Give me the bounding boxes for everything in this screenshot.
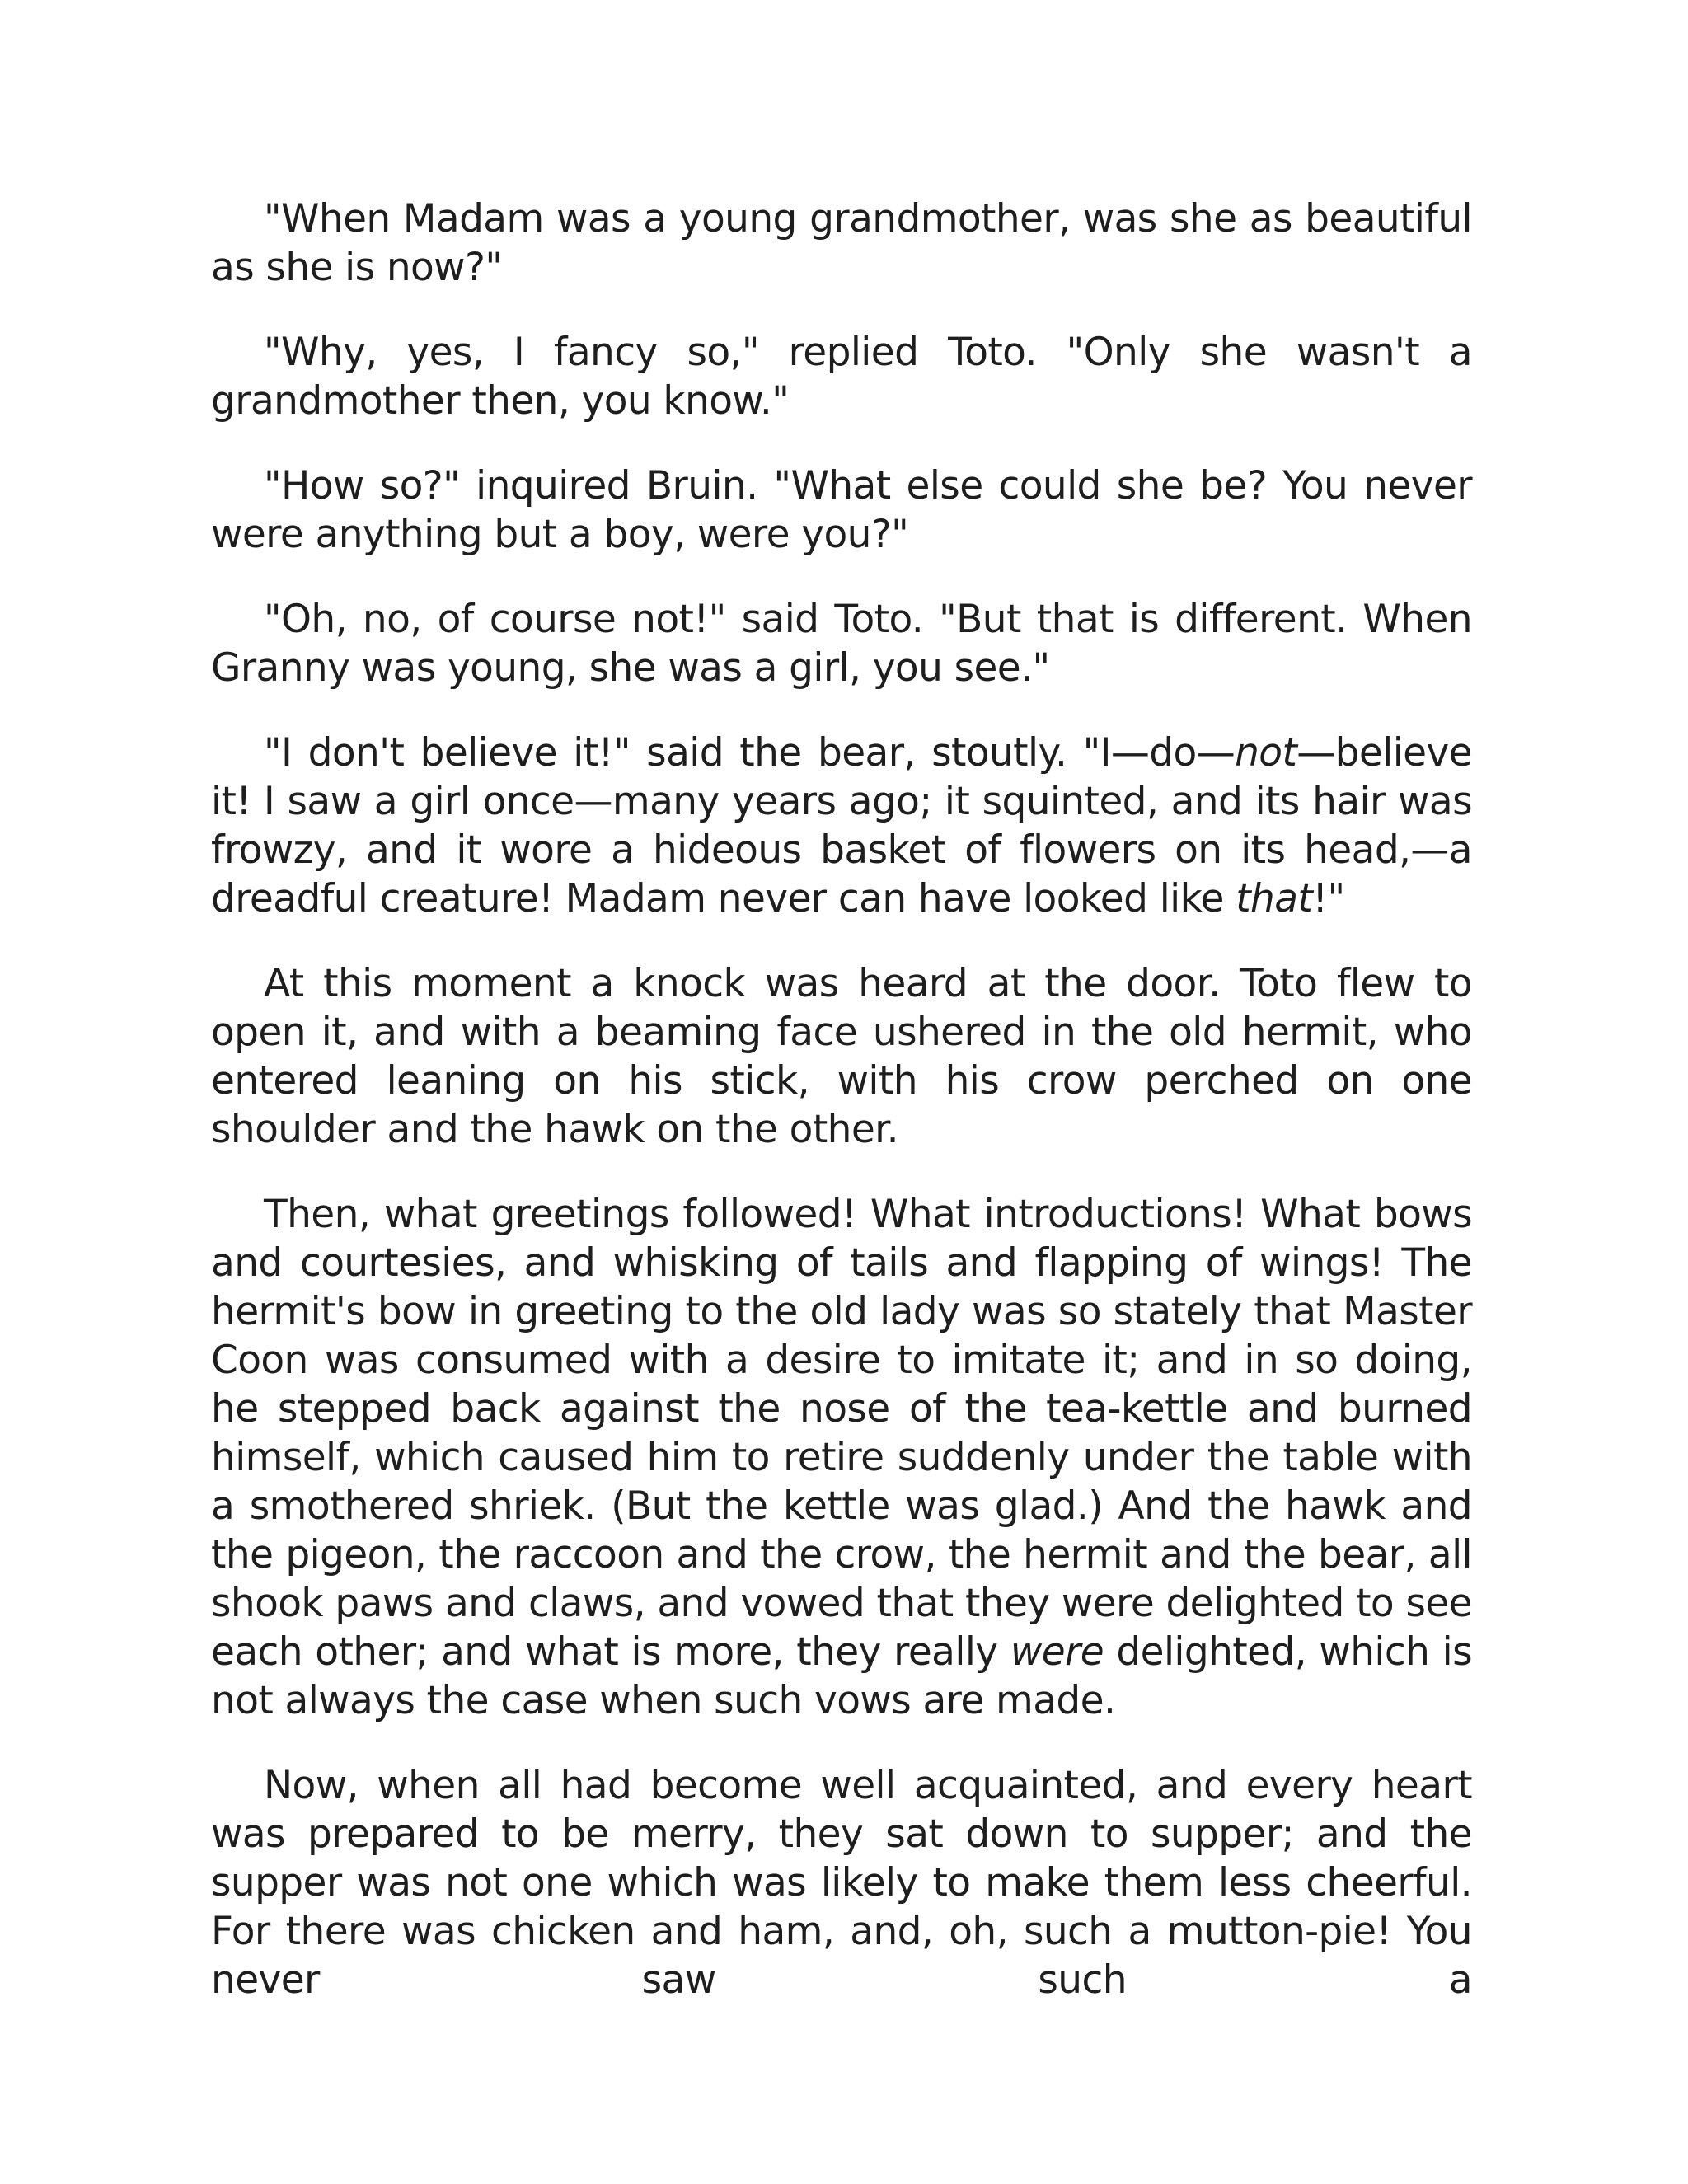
paragraph-7	[211, 1190, 1472, 1725]
text-run: —believe it! I saw a girl once—many years ago; it squinted, and its hair was frowzy, and it wore a hideous basket of flowers on its head,—a dreadful creature! Madam never can have looked like	[211, 730, 1472, 921]
book-page	[211, 194, 1472, 2004]
text-run: Now, when all had become well acquainted, and every heart was prepared to be merry, they sat down to supper; and the supper was not one which was likely to make them less cheerful. For there was chicken and ham, and, oh, such a mutton-pie! You never saw such a	[211, 1763, 1472, 2003]
text-run: !"	[1312, 876, 1345, 921]
text-run: At this moment a knock was heard at the door. Toto flew to open it, and with a beaming face ushered in the old hermit, who entered leaning on his stick, with his crow perched on one shoulder and the hawk on the other.	[211, 961, 1472, 1152]
paragraph-5	[211, 729, 1472, 923]
text-run: "I don't believe it!" said the bear, stoutly. "I—do—	[264, 730, 1236, 776]
paragraph-2	[211, 328, 1472, 425]
paragraph-1	[211, 194, 1472, 292]
paragraph-4	[211, 595, 1472, 692]
italic-text: were	[1010, 1629, 1104, 1675]
text-run: "How so?" inquired Bruin. "What else could she be? You never were anything but a boy, were you?"	[211, 463, 1472, 557]
text-run: "Why, yes, I fancy so," replied Toto. "Only she wasn't a grandmother then, you know."	[211, 330, 1472, 424]
italic-text: not	[1235, 730, 1297, 776]
paragraph-3	[211, 462, 1472, 559]
text-run: "When Madam was a young grandmother, was she as beautiful as she is now?"	[211, 196, 1472, 290]
text-run: Then, what greetings followed! What introductions! What bows and courtesies, and whisking of tails and flapping of wings! The hermit's bow in greeting to the old lady was so stately that Master Coon was consumed with a desire to imitate it; and in so doing, he stepped back against the nose of the tea-kettle and burned himself, which caused him to retire suddenly under the table with a smothered shriek. (But the kettle was glad.) And the hawk and the pigeon, the raccoon and the crow, the hermit and the bear, all shook paws and claws, and vowed that they were delighted to see each other; and what is more, they really	[211, 1192, 1472, 1675]
paragraph-6	[211, 959, 1472, 1154]
italic-text: that	[1236, 876, 1313, 921]
text-run: "Oh, no, of course not!" said Toto. "But that is different. When Granny was young, she was a girl, you see."	[211, 597, 1472, 691]
paragraph-8	[211, 1761, 1472, 2004]
text-run: delighted, which is not always the case when such vows are made.	[211, 1629, 1473, 1723]
